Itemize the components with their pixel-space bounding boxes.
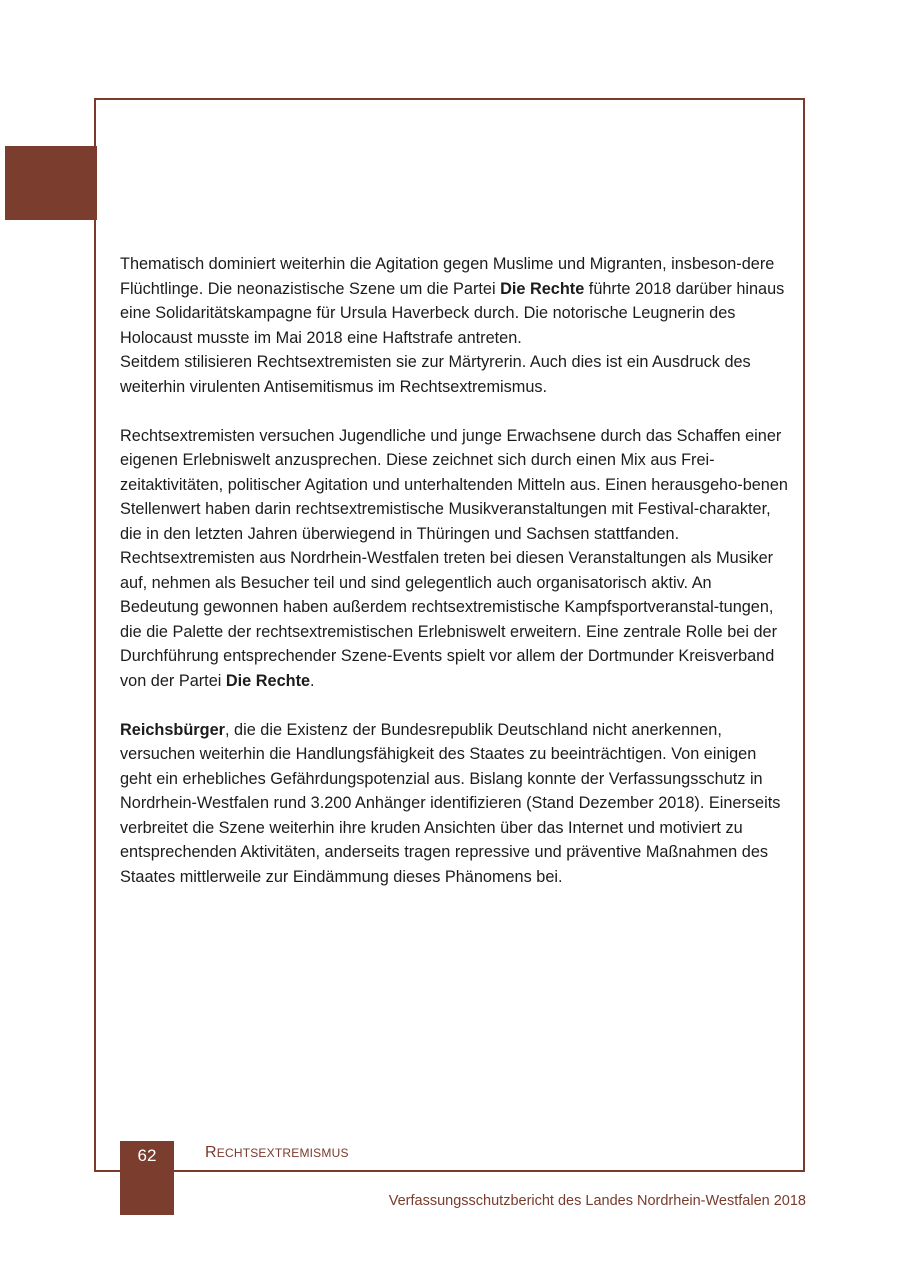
paragraph-1	[120, 252, 790, 399]
section-title-rest: ECHTSEXTREMISMUS	[216, 1146, 349, 1160]
paragraph-3	[120, 718, 790, 890]
section-title	[205, 1144, 349, 1162]
bold-term: Die Rechte	[225, 671, 311, 690]
text-run: Thematisch dominiert weiterhin die Agitation gegen Muslime und Migranten, insbeson-dere Flüchtlinge. Die neonazistische Szene um die Partei	[120, 255, 775, 298]
text-run: , die die Existenz der Bundesrepublik Deutschland nicht anerkennen, versuchen weiterhin die Handlungsfähigkeit des Staates zu beeinträchtigen. Von einigen geht ein erhebliches Gefährdungspotenzial aus. Bislang konnte der Verfassungsschutz in Nordrhein-Westfalen rund 3.200 Anhänger identifizieren (Stand Dezember 2018). Einerseits verbreitet die Szene weiterhin ihre kruden Ansichten über das Internet und motiviert zu entsprechenden Aktivitäten, anderseits tragen repressive und präventive Maßnahmen des Staates mittlerweile zur Eindämmung dieses Phänomens bei.	[120, 720, 781, 886]
page-number: 62	[120, 1141, 174, 1215]
text-run: Rechtsextremisten versuchen Jugendliche und junge Erwachsene durch das Schaffen einer eigenen Erlebniswelt anzusprechen. Diese zeichnet sich durch einen Mix aus Frei-zeitaktivitäten, politischer Agitation und unterhaltenden Mitteln aus. Einen herausgeho-benen Stellenwert haben darin rechtsextremistische Musikveranstaltungen mit Festival-charakter, die in den letzten Jahren überwiegend in Thüringen und Sachsen stattfanden. Rechtsextremisten aus Nordrhein-Westfalen treten bei diesen Veranstaltungen als Musiker auf, nehmen als Besucher teil und sind gelegentlich auch organisatorisch aktiv. An Bedeutung gewonnen haben außerdem rechtsextremistische Kampfsportveranstal-tungen, die die Palette der rechtsextremistischen Erlebniswelt erweitern. Eine zentrale Rolle bei der Durchführung entsprechender Szene-Events spielt vor allem der Dortmunder Kreisverband von der Partei	[120, 426, 788, 690]
paragraph-2	[120, 424, 790, 694]
report-title: Verfassungsschutzbericht des Landes Nordrhein-Westfalen 2018	[388, 1193, 806, 1209]
text-run: .	[310, 671, 315, 690]
chapter-marker-block	[5, 146, 97, 220]
section-title-initial: R	[205, 1144, 217, 1161]
bold-term: Die Rechte	[500, 279, 585, 298]
bold-term: Reichsbürger	[120, 720, 225, 739]
text-run: Seitdem stilisieren Rechtsextremisten sie zur Märtyrerin. Auch dies ist ein Ausdruck des weiterhin virulenten Antisemitismus im Rechtsextremismus.	[120, 353, 751, 396]
text-run: führte 2018 darüber hinaus eine Solidaritätskampagne für Ursula Haverbeck durch. Die notorische Leugnerin des Holocaust musste im Mai 2018 eine Haftstrafe antreten.	[120, 279, 785, 347]
body-text	[120, 252, 790, 914]
